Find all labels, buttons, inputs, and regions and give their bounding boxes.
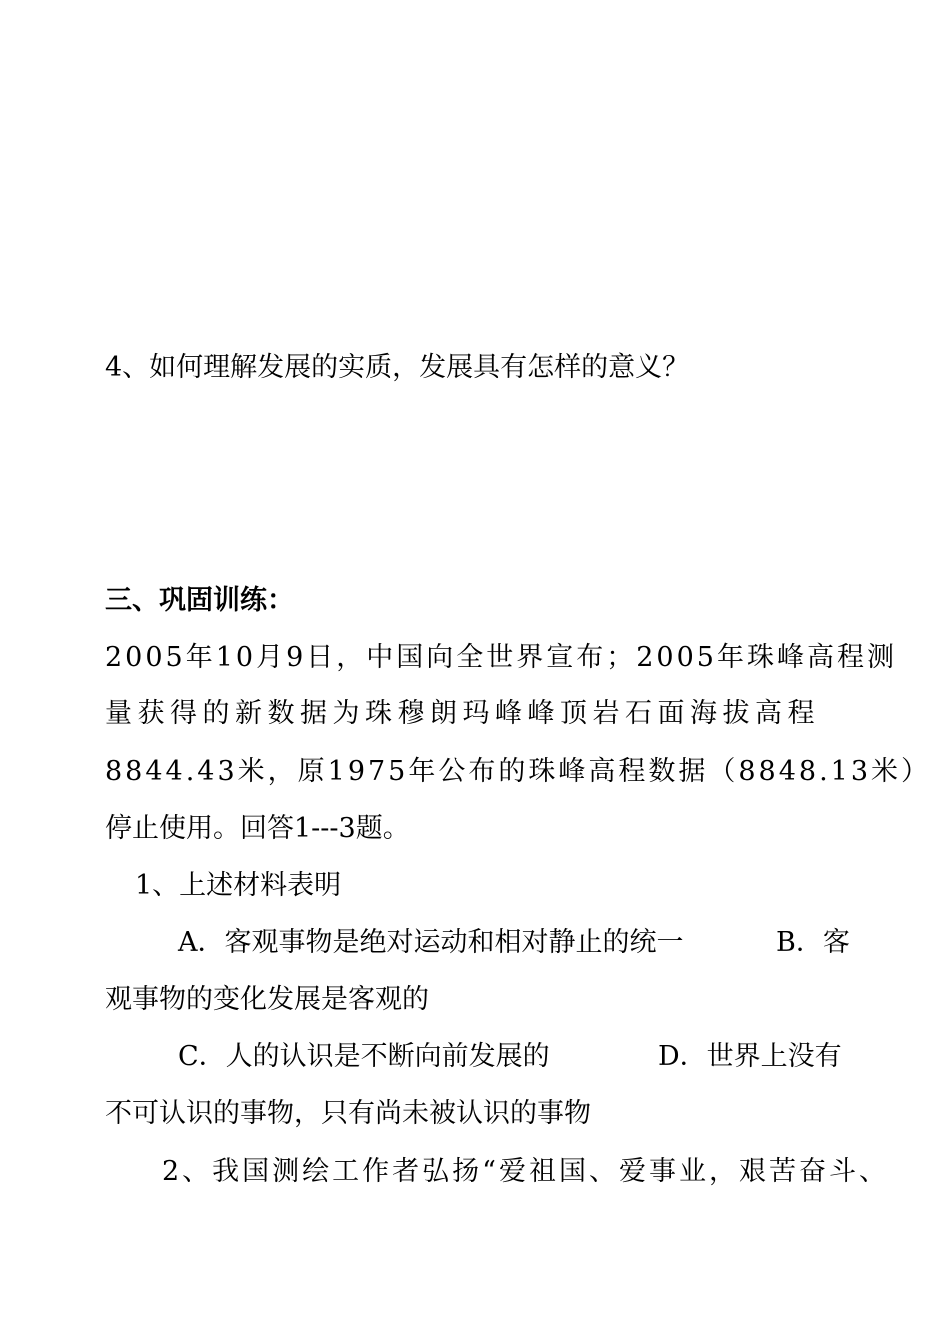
question-1-stem: 1、上述材料表明 — [135, 870, 342, 901]
option-b-continued: 观事物的变化发展是客观的 — [105, 984, 429, 1015]
option-a: A．客观事物是绝对运动和相对静止的统一 — [178, 927, 684, 958]
question-2-stem: 2、我国测绘工作者弘扬“爱祖国、爱事业，艰苦奋斗、 — [162, 1156, 889, 1187]
option-d-start: D．世界上没有 — [658, 1041, 842, 1072]
passage-line-4: 停止使用。回答1---3题。 — [105, 813, 410, 844]
option-c: C．人的认识是不断向前发展的 — [178, 1041, 550, 1072]
section-heading-consolidation: 三、巩固训练： — [105, 585, 294, 616]
passage-line-2: 量获得的新数据为珠穆朗玛峰峰顶岩石面海拔高程 — [105, 698, 820, 729]
passage-line-1: 2005年10月9日，中国向全世界宣布；2005年珠峰高程测 — [105, 642, 897, 673]
option-b-start: B．客 — [776, 927, 850, 958]
passage-line-3: 8844.43米，原1975年公布的珠峰高程数据（8848.13米） — [105, 756, 932, 787]
option-d-continued: 不可认识的事物，只有尚未被认识的事物 — [105, 1098, 591, 1129]
question-4: 4、如何理解发展的实质，发展具有怎样的意义？ — [105, 352, 690, 383]
